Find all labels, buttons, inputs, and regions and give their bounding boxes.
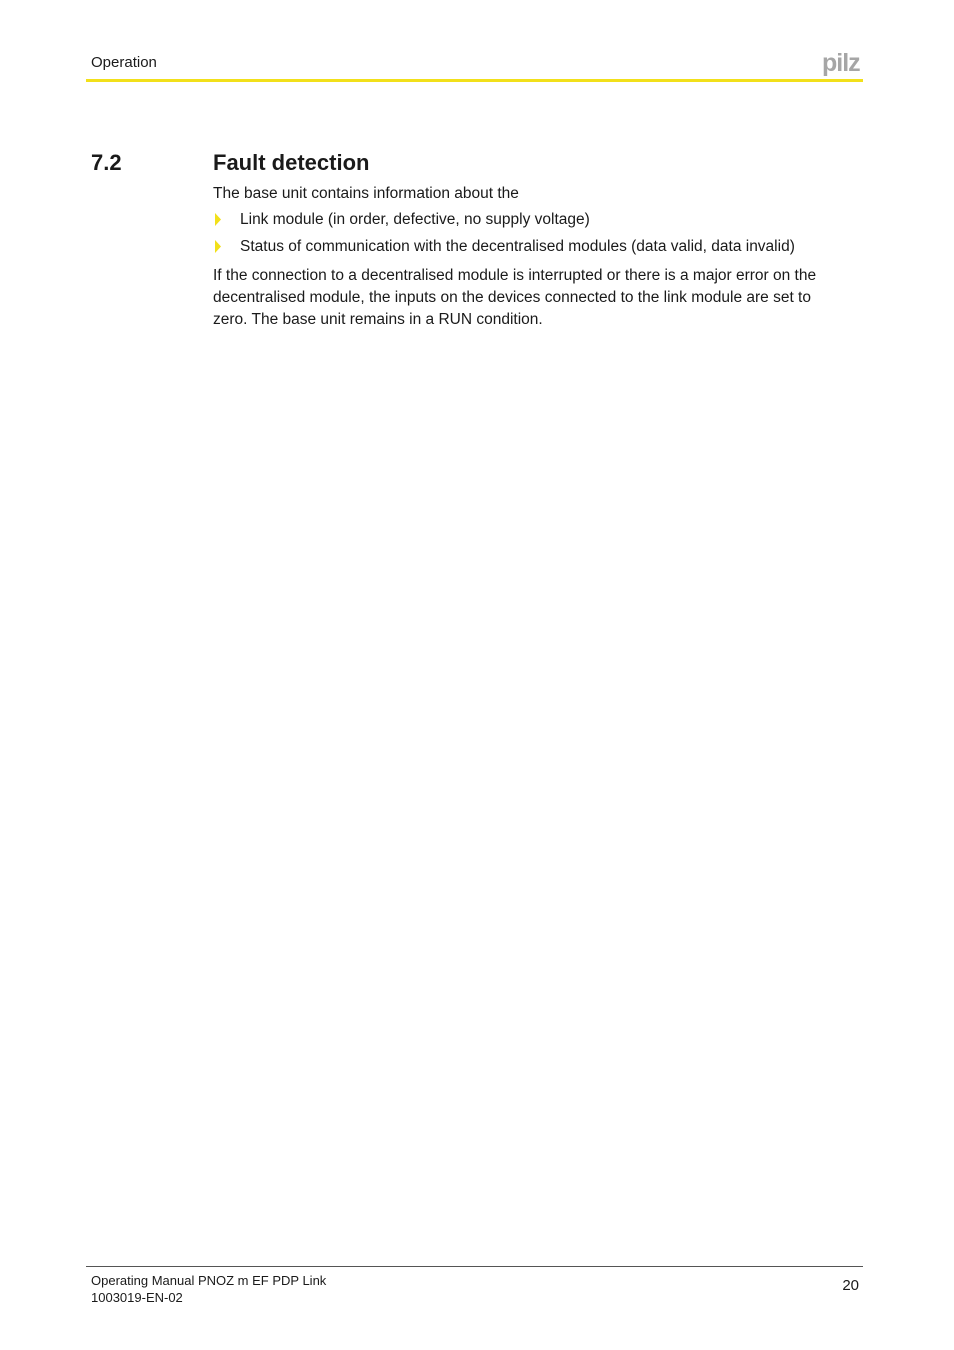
list-item-text: Link module (in order, defective, no supply voltage): [240, 211, 590, 228]
page-number: 20: [842, 1277, 859, 1294]
section-title: Fault detection: [213, 150, 370, 175]
footer-doc-number: 1003019-EN-02: [91, 1290, 183, 1305]
triangle-bullet-icon: [215, 240, 221, 253]
footer-manual-title: Operating Manual PNOZ m EF PDP Link: [91, 1273, 327, 1288]
header-rule: [86, 79, 863, 82]
body-paragraph: If the connection to a decentralised module is interrupted or there is a major error on the decentralised module, the inputs on the devices connected to the link module are set to zero. The base unit remains in a RUN condition.: [213, 267, 817, 328]
footer-info: [91, 1272, 326, 1306]
pilz-logo: [822, 50, 864, 76]
list-item: [213, 210, 795, 230]
list-item: [213, 237, 795, 257]
running-header-section: Operation: [91, 54, 157, 71]
list-item-text: Status of communication with the decentralised modules (data valid, data invalid): [240, 238, 795, 255]
footer-rule: [86, 1266, 863, 1267]
bullet-list: [213, 210, 795, 264]
svg-text:pilz: pilz: [822, 50, 860, 76]
section-number: 7.2: [91, 150, 122, 175]
triangle-bullet-icon: [215, 213, 221, 226]
intro-text: The base unit contains information about the: [213, 185, 519, 202]
